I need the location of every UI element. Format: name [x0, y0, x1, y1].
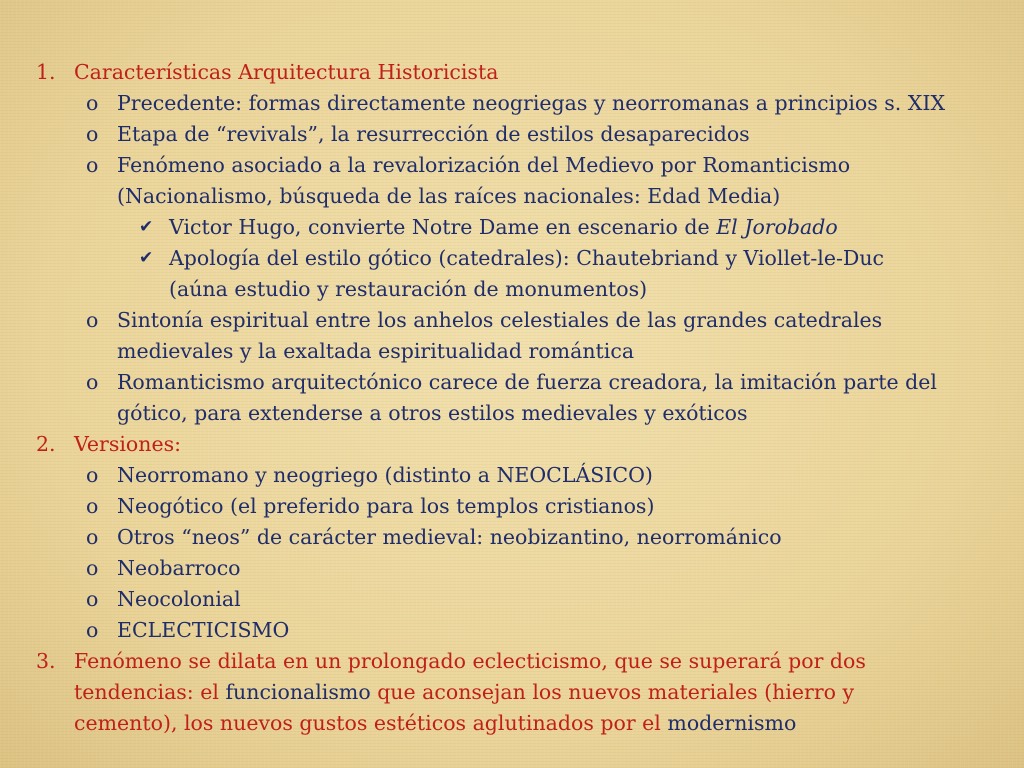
- section-3-line: [36, 646, 1016, 677]
- bullet-text: Romanticismo arquitectónico carece de fuerza creadora, la imitación parte del: [117, 370, 937, 394]
- check-text: Victor Hugo, convierte Notre Dame en escenario de: [169, 215, 717, 239]
- bullet-text: Etapa de “revivals”, la resurrección de estilos desaparecidos: [117, 122, 750, 146]
- bullet-text: medievales y la exaltada espiritualidad romántica: [117, 339, 635, 363]
- version-item: [36, 460, 1016, 491]
- check-icon: ✔: [139, 217, 154, 237]
- section-text: tendencias: el: [74, 680, 226, 704]
- section-text: cemento), los nuevos gustos estéticos aglutinados por el: [74, 711, 668, 735]
- section-2-heading: [36, 429, 1016, 460]
- bullet-text: Fenómeno asociado a la revalorización del Medievo por Romanticismo: [117, 153, 851, 177]
- bullet-text: Sintonía espiritual entre los anhelos celestiales de las grandes catedrales: [117, 308, 883, 332]
- check-text: (aúna estudio y restauración de monumentos): [169, 277, 648, 301]
- bullet-icon: o: [86, 618, 99, 642]
- section-title: Versiones:: [74, 432, 182, 456]
- check-continuation: [36, 274, 1016, 305]
- bullet-item: [36, 305, 1016, 336]
- slide-content: [36, 57, 1016, 739]
- bullet-icon: o: [86, 122, 99, 146]
- section-text: Fenómeno se dilata en un prolongado eclecticismo, que se superará por dos: [74, 649, 866, 673]
- section-3-line: [36, 677, 1016, 708]
- section-number: 2.: [36, 432, 56, 456]
- version-item: [36, 584, 1016, 615]
- bullet-item: [36, 119, 1016, 150]
- bullet-continuation: [36, 181, 1016, 212]
- bullet-icon: o: [86, 494, 99, 518]
- book-title: El Jorobado: [716, 215, 838, 239]
- bullet-icon: o: [86, 525, 99, 549]
- bullet-text: (Nacionalismo, búsqueda de las raíces nacionales: Edad Media): [117, 184, 781, 208]
- version-text: Neobarroco: [117, 556, 241, 580]
- bullet-icon: o: [86, 556, 99, 580]
- version-item: [36, 491, 1016, 522]
- section-3-line: [36, 708, 1016, 739]
- bullet-item: [36, 88, 1016, 119]
- version-item: [36, 553, 1016, 584]
- bullet-icon: o: [86, 463, 99, 487]
- bullet-continuation: [36, 398, 1016, 429]
- check-item: [36, 212, 1016, 243]
- section-number: 3.: [36, 649, 56, 673]
- highlight-modernismo: modernismo: [667, 711, 797, 735]
- version-item: [36, 615, 1016, 646]
- check-item: [36, 243, 1016, 274]
- highlight-funcionalismo: funcionalismo: [225, 680, 371, 704]
- section-title: Características Arquitectura Historicista: [74, 60, 499, 84]
- bullet-icon: o: [86, 153, 99, 177]
- version-text: Neorromano y neogriego (distinto a NEOCLÁSICO): [117, 463, 653, 487]
- version-text: Otros “neos” de carácter medieval: neobizantino, neorrománico: [117, 525, 782, 549]
- section-1-heading: [36, 57, 1016, 88]
- bullet-text: Precedente: formas directamente neogriegas y neorromanas a principios s. XIX: [117, 91, 946, 115]
- section-text: que aconsejan los nuevos materiales (hierro y: [370, 680, 855, 704]
- bullet-item: [36, 150, 1016, 181]
- bullet-text: gótico, para extenderse a otros estilos medievales y exóticos: [117, 401, 748, 425]
- version-item: [36, 522, 1016, 553]
- version-text: ECLECTICISMO: [117, 618, 290, 642]
- bullet-icon: o: [86, 370, 99, 394]
- version-text: Neogótico (el preferido para los templos cristianos): [117, 494, 655, 518]
- section-number: 1.: [36, 60, 56, 84]
- bullet-icon: o: [86, 587, 99, 611]
- version-text: Neocolonial: [117, 587, 241, 611]
- bullet-continuation: [36, 336, 1016, 367]
- bullet-item: [36, 367, 1016, 398]
- bullet-icon: o: [86, 91, 99, 115]
- bullet-icon: o: [86, 308, 99, 332]
- check-icon: ✔: [139, 248, 154, 268]
- check-text: Apología del estilo gótico (catedrales): Chautebriand y Viollet-le-Duc: [169, 246, 885, 270]
